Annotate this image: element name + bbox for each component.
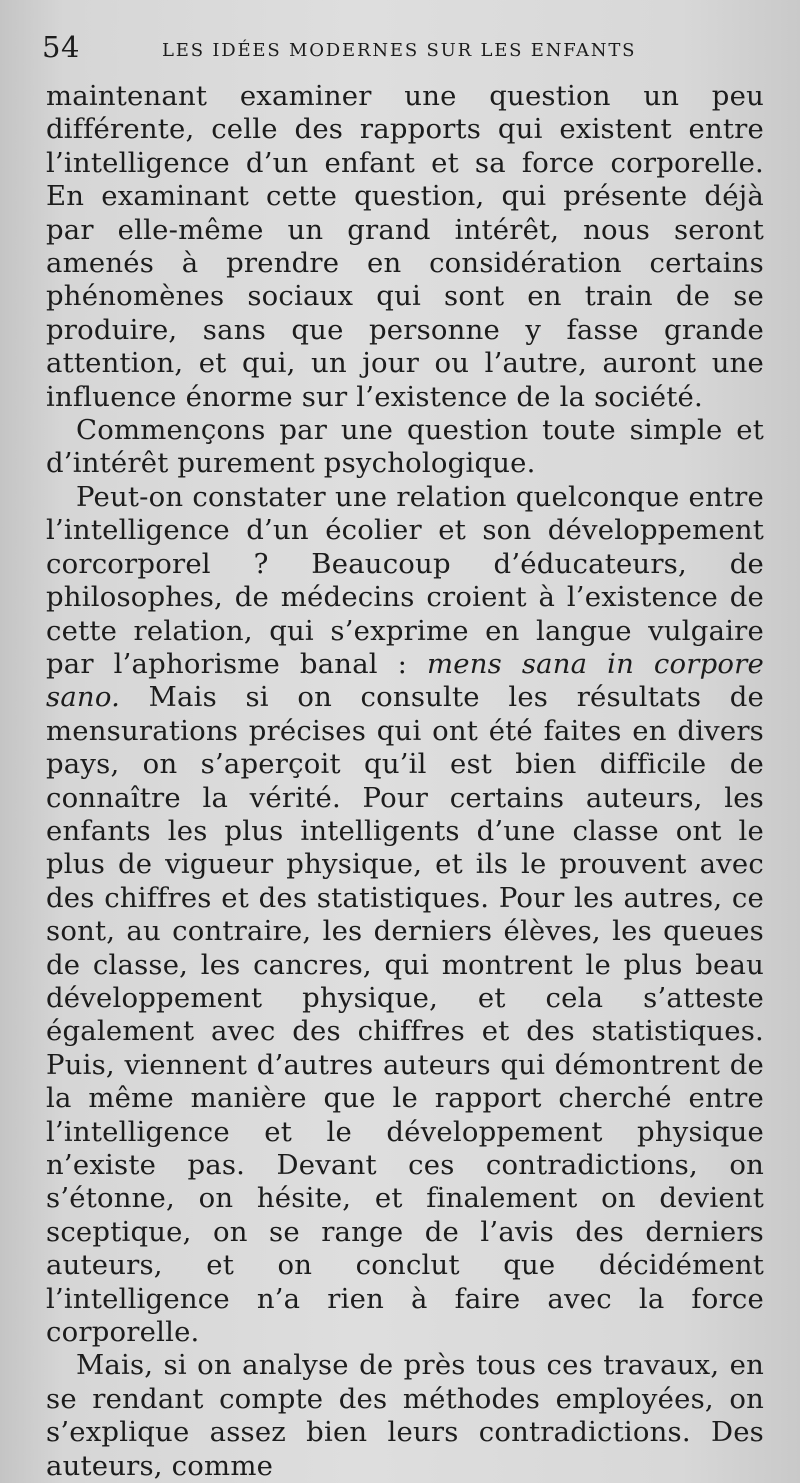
running-title: LES IDÉES MODERNES SUR LES ENFANTS (162, 40, 637, 61)
paragraph-3 (46, 481, 764, 1350)
latin-quote: mens sana in corpore sano. (46, 647, 764, 714)
body-text (46, 80, 764, 1483)
page-number: 54 (42, 30, 80, 64)
paragraph-1: maintenant examiner une question un peu différente, celle des rapports qui existent entre l’intelligence d’un enfant et sa force corporelle. En examinant cette question, qui présente déjà par elle-même un grand intérêt, nous seront amenés à prendre en considération certains phénomènes sociaux qui sont en train de se produire, sans que personne y fasse grande attention, et qui, un jour ou l’autre, auront une influence énorme sur l’existence de la société. (46, 80, 764, 413)
page-header (42, 28, 764, 76)
paragraph-3-text-before: Peut-on constater une relation quelconque entre l’intelligence d’un écolier et son développement corcorporel ? Beaucoup d’éducateurs, de philosophes, de médecins croient à l’existence de cette relation, qui s’exprime en langue vulgaire par l’aphorisme banal : (46, 480, 764, 680)
paragraph-3-text-after: Mais si on consulte les résultats de mensurations précises qui ont été faites en divers pays, on s’aperçoit qu’il est bien difficile de connaître la vérité. Pour certains auteurs, les enfants les plus intelligents d’une classe ont le plus de vigueur physique, et ils le prouvent avec des chiffres et des statistiques. Pour les autres, ce sont, au contraire, les derniers élèves, les queues de classe, les cancres, qui montrent le plus beau développement physique, et cela s’atteste également avec des chiffres et des statistiques. Puis, viennent d’autres auteurs qui démontrent de la même manière que le rapport cherché entre l’intelligence et le développement physique n’existe pas. Devant ces contradictions, on s’étonne, on hésite, et finalement on devient sceptique, on se range de l’avis des derniers auteurs, et on conclut que décidément l’intelligence n’a rien à faire avec la force corporelle. (46, 681, 764, 1349)
paragraph-4: Mais, si on analyse de près tous ces travaux, en se rendant compte des méthodes employées, on s’explique assez bien leurs contradictions. Des auteurs, comme (46, 1349, 764, 1482)
paragraph-2: Commençons par une question toute simple et d’intérêt purement psychologique. (46, 414, 764, 480)
